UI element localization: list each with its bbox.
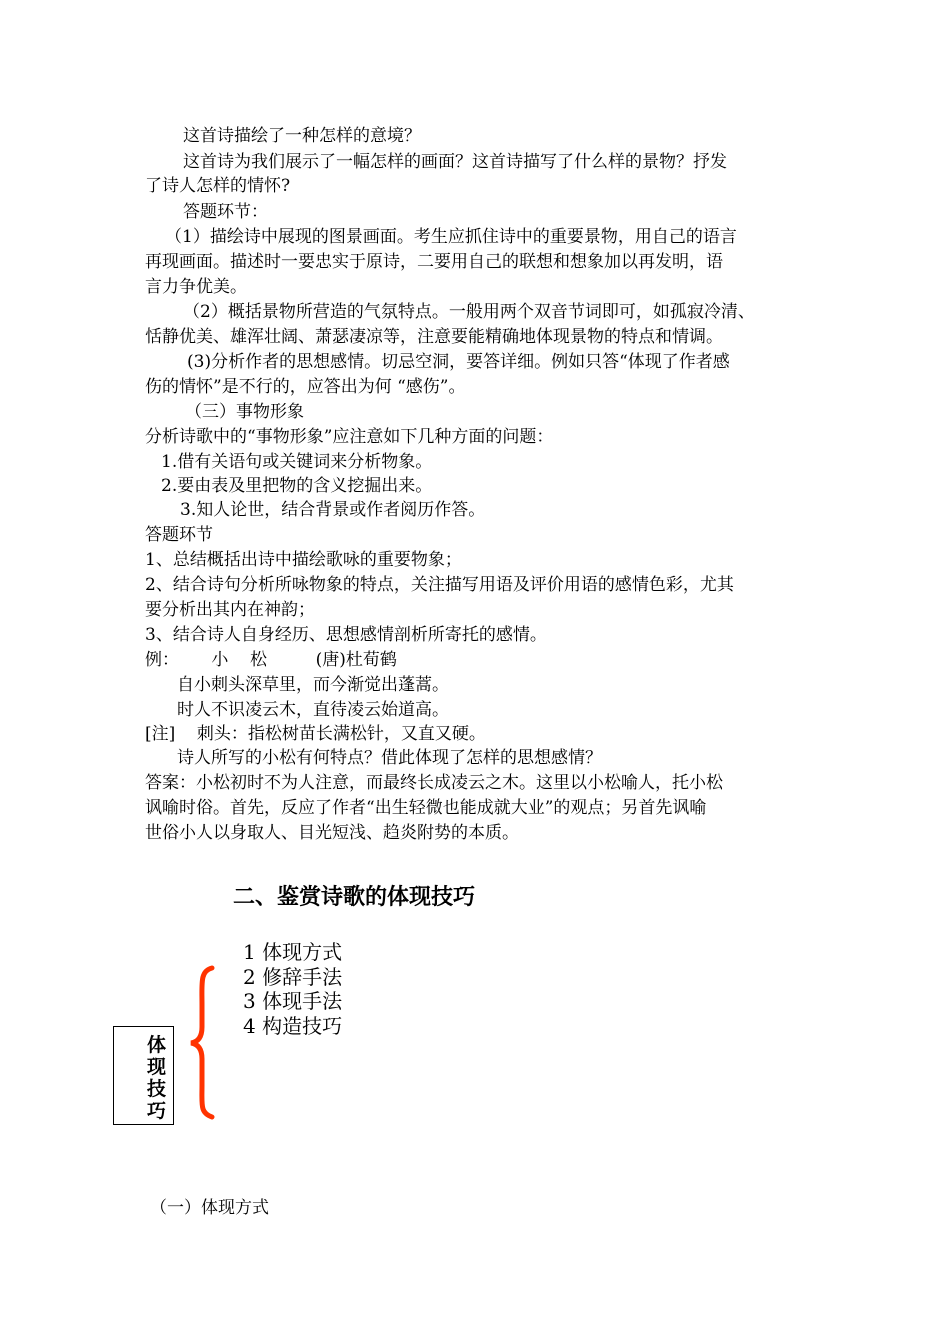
category-label: 体 现 技 巧: [147, 1034, 167, 1122]
text-line: 答案：小松初时不为人注意，而最终长成凌云之木。这里以小松喻人，托小松: [145, 773, 723, 793]
text-line: 3、结合诗人自身经历、思想感情剖析所寄托的感情。: [145, 625, 547, 645]
list-item: 3 体现手法: [243, 989, 343, 1013]
text-line: 再现画面。描述时一要忠实于原诗，二要用自己的联想和想象加以再发明，语: [145, 252, 723, 272]
text-line: 1、总结概括出诗中描绘歌咏的重要物象；: [145, 550, 462, 570]
text-line: 讽喻时俗。首先，反应了作者“出生轻微也能成就大业”的观点；另首先讽喻: [145, 798, 707, 818]
poem-title: 例： 小 松 (唐)杜荀鹤: [145, 650, 397, 670]
text-line: 了诗人怎样的情怀?: [145, 176, 291, 196]
text-line: 答题环节：: [183, 202, 268, 222]
text-line: 要分析出其内在神韵；: [145, 600, 315, 620]
text-line: 诗人所写的小松有何特点？借此体现了怎样的思想感情？: [177, 748, 602, 768]
text-line: [注] 刺头：指松树苗长满松针，又直又硬。: [145, 724, 486, 744]
section-heading: 二、鉴赏诗歌的体现技巧: [233, 885, 476, 910]
technique-list: [243, 940, 342, 1038]
text-line: 伤的情怀”是不行的，应答出为何 “感伤”。: [145, 377, 466, 397]
poem-line: 时人不识凌云木，直待凌云始道高。: [177, 700, 449, 720]
text-line: （1）描绘诗中展现的图景画面。考生应抓住诗中的重要景物，用自己的语言: [165, 227, 737, 247]
list-item: 1 体现方式: [243, 940, 343, 964]
text-line: 分析诗歌中的“事物形象”应注意如下几种方面的问题：: [145, 427, 554, 447]
text-line: 言力争优美。: [145, 277, 247, 297]
text-line: 答题环节: [145, 525, 213, 545]
poem-line: 自小刺头深草里，而今渐觉出蓬蒿。: [177, 675, 449, 695]
text-line: 这首诗描绘了一种怎样的意境？: [183, 126, 421, 146]
text-line: 2、结合诗句分析所咏物象的特点，关注描写用语及评价用语的感情色彩，尤其: [145, 575, 734, 595]
curly-brace-icon: [188, 965, 218, 1120]
text-line: 这首诗为我们展示了一幅怎样的画面？这首诗描写了什么样的景物？抒发: [183, 152, 727, 172]
text-line: （三）事物形象: [185, 402, 304, 422]
text-line: (3)分析作者的思想感情。切忌空洞，要答详细。例如只答“体现了作者感: [187, 352, 730, 372]
text-line: 2.要由表及里把物的含义挖掘出来。: [161, 476, 433, 496]
text-line: 1.借有关语句或关键词来分析物象。: [161, 452, 433, 472]
subsection-title: （一）体现方式: [150, 1198, 269, 1218]
text-line: 世俗小人以身取人、目光短浅、趋炎附势的本质。: [145, 823, 519, 843]
text-line: 3.知人论世，结合背景或作者阅历作答。: [180, 500, 486, 520]
text-line: （2）概括景物所营造的气氛特点。一般用两个双音节词即可，如孤寂冷清、: [183, 302, 755, 322]
text-line: 恬静优美、雄浑壮阔、萧瑟凄凉等，注意要能精确地体现景物的特点和情调。: [145, 327, 723, 347]
list-item: 4 构造技巧: [243, 1013, 343, 1038]
list-item: 2 修辞手法: [243, 964, 343, 989]
